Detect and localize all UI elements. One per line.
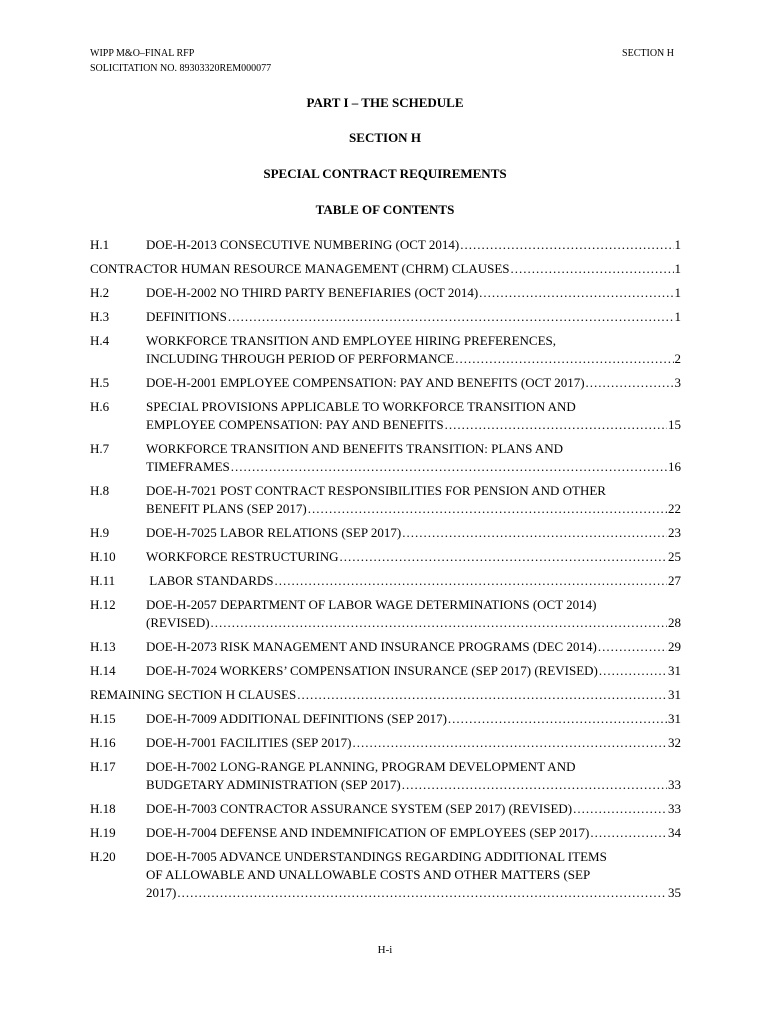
toc-entry-number: H.8 (90, 483, 110, 498)
document-header (90, 46, 271, 76)
toc-entry[interactable] (90, 260, 681, 278)
toc-entry-title: REMAINING SECTION H CLAUSES (90, 687, 297, 702)
toc-entry-title: 2017) (146, 885, 177, 900)
toc-entry[interactable] (90, 596, 681, 632)
toc-entry-page: 33 (668, 801, 681, 816)
toc-entry-page: 33 (668, 777, 681, 792)
toc-entry-number: H.10 (90, 549, 116, 564)
toc-entry-title: DOE-H-7003 CONTRACTOR ASSURANCE SYSTEM (SEP 2017) (REVISED) (146, 801, 573, 816)
toc-entry-title: (REVISED) (146, 615, 210, 630)
toc-entry-number: H.9 (90, 525, 110, 540)
toc-entry-title: DOE-H-7021 POST CONTRACT RESPONSIBILITIES FOR PENSION AND OTHER (146, 483, 606, 498)
toc-entry[interactable] (90, 308, 681, 326)
toc-entry-number: H.16 (90, 735, 116, 750)
toc-entry-title: EMPLOYEE COMPENSATION: PAY AND BENEFITS (146, 417, 444, 432)
toc-entry-title: TIMEFRAMES (146, 459, 230, 474)
toc-entry-page: 2 (674, 351, 681, 366)
toc-entry-page: 1 (674, 285, 681, 300)
toc-entry-page: 15 (668, 417, 681, 432)
dot-leader (402, 524, 667, 542)
toc-entry-title: OF ALLOWABLE AND UNALLOWABLE COSTS AND OTHER MATTERS (SEP (146, 867, 591, 882)
toc-entry[interactable] (90, 800, 681, 818)
toc-entry[interactable] (90, 758, 681, 794)
toc-entry-title: DOE-H-7002 LONG-RANGE PLANNING, PROGRAM DEVELOPMENT AND (146, 759, 576, 774)
toc-entry-title: SPECIAL PROVISIONS APPLICABLE TO WORKFORCE TRANSITION AND (146, 399, 576, 414)
toc-entry-title: DOE-H-2057 DEPARTMENT OF LABOR WAGE DETERMINATIONS (OCT 2014) (146, 597, 597, 612)
toc-entry-title: BUDGETARY ADMINISTRATION (SEP 2017) (146, 777, 401, 792)
toc-entry[interactable] (90, 398, 681, 434)
dot-leader (599, 662, 667, 680)
toc-entry-number: H.20 (90, 849, 116, 864)
dot-leader (598, 638, 667, 656)
header-section-label: SECTION H (622, 48, 674, 59)
toc-entry-page: 35 (668, 885, 681, 900)
toc-entry-title: BENEFIT PLANS (SEP 2017) (146, 501, 307, 516)
toc-entry-number: H.15 (90, 711, 116, 726)
toc-entry[interactable] (90, 572, 681, 590)
toc-entry-number: H.7 (90, 441, 110, 456)
toc-entry-page: 1 (674, 261, 681, 276)
toc-entry-title: DOE-H-7001 FACILITIES (SEP 2017) (146, 735, 352, 750)
toc-entry-title: WORKFORCE TRANSITION AND BENEFITS TRANSITION: PLANS AND (146, 441, 563, 456)
toc-entry[interactable] (90, 638, 681, 656)
dot-leader (573, 800, 667, 818)
dot-leader (340, 548, 668, 566)
dot-leader (460, 236, 673, 254)
dot-leader (228, 308, 674, 326)
toc-entry-title: WORKFORCE RESTRUCTURING (146, 549, 339, 564)
toc-entry-page: 29 (668, 639, 681, 654)
dot-leader (352, 734, 667, 752)
toc-entry-page: 25 (668, 549, 681, 564)
toc-entry-number: H.1 (90, 237, 110, 252)
toc-entry-page: 31 (668, 687, 681, 702)
dot-leader (275, 572, 667, 590)
toc-entry-title: CONTRACTOR HUMAN RESOURCE MANAGEMENT (CHRM) CLAUSES (90, 261, 510, 276)
toc-entry-number: H.19 (90, 825, 116, 840)
toc-entry-number: H.13 (90, 639, 116, 654)
toc-entry-title: DOE-H-2013 CONSECUTIVE NUMBERING (OCT 2014) (146, 237, 460, 252)
toc-entry-title: DOE-H-2001 EMPLOYEE COMPENSATION: PAY AND BENEFITS (OCT 2017) (146, 375, 585, 390)
toc-entry-page: 23 (668, 525, 681, 540)
toc-entry[interactable] (90, 734, 681, 752)
toc-entry[interactable] (90, 686, 681, 704)
dot-leader (211, 614, 667, 632)
toc-entry-title: INCLUDING THROUGH PERIOD OF PERFORMANCE (146, 351, 455, 366)
toc-title: TABLE OF CONTENTS (315, 202, 455, 217)
section-title: SECTION H (349, 130, 421, 145)
toc-entry-page: 16 (668, 459, 681, 474)
toc-entry-page: 31 (668, 711, 681, 726)
toc-entry-number: H.18 (90, 801, 116, 816)
toc-entry-page: 27 (668, 573, 681, 588)
toc-entry-number: H.12 (90, 597, 116, 612)
dot-leader (402, 776, 667, 794)
dot-leader (511, 260, 674, 278)
header-solicitation-number: SOLICITATION NO. 89303320REM000077 (90, 63, 272, 74)
subject-title: SPECIAL CONTRACT REQUIREMENTS (263, 166, 507, 181)
toc-entry-title: DOE-H-2073 RISK MANAGEMENT AND INSURANCE PROGRAMS (DEC 2014) (146, 639, 597, 654)
toc-entry[interactable] (90, 848, 681, 902)
toc-entry-number: H.6 (90, 399, 110, 414)
header-rfp-title: WIPP M&O–FINAL RFP (90, 48, 195, 59)
toc-entry-title: LABOR STANDARDS (146, 573, 274, 588)
toc-entry-title: DOE-H-7004 DEFENSE AND INDEMNIFICATION OF EMPLOYEES (SEP 2017) (146, 825, 590, 840)
page-number: H-i (377, 944, 393, 956)
toc-entry-title: DEFINITIONS (146, 309, 227, 324)
dot-leader (445, 416, 667, 434)
toc-entry-page: 1 (674, 237, 681, 252)
toc-entry[interactable] (90, 284, 681, 302)
toc-entry-title: WORKFORCE TRANSITION AND EMPLOYEE HIRING PREFERENCES, (146, 333, 557, 348)
toc-entry[interactable] (90, 824, 681, 842)
toc-entry-page: 22 (668, 501, 681, 516)
dot-leader (479, 284, 673, 302)
dot-leader (177, 884, 667, 902)
toc-entry-page: 32 (668, 735, 681, 750)
toc-entry[interactable] (90, 710, 681, 728)
toc-entry[interactable] (90, 482, 681, 518)
toc-entry[interactable] (90, 440, 681, 476)
toc-entry-number: H.3 (90, 309, 110, 324)
toc-entry-page: 34 (668, 825, 681, 840)
toc-entry-title: DOE-H-7009 ADDITIONAL DEFINITIONS (SEP 2017) (146, 711, 447, 726)
dot-leader (308, 500, 667, 518)
part-title: PART I – THE SCHEDULE (306, 95, 464, 110)
dot-leader (231, 458, 667, 476)
dot-leader (586, 374, 674, 392)
toc-entry-page: 31 (668, 663, 681, 678)
toc-entry-number: H.14 (90, 663, 116, 678)
toc-entry-number: H.11 (90, 573, 116, 588)
toc-entry[interactable] (90, 332, 681, 368)
toc-entry-title: DOE-H-7025 LABOR RELATIONS (SEP 2017) (146, 525, 402, 540)
toc-entry-title: DOE-H-7005 ADVANCE UNDERSTANDINGS REGARDING ADDITIONAL ITEMS (146, 849, 607, 864)
toc-entry-title: DOE-H-7024 WORKERS’ COMPENSATION INSURANCE (SEP 2017) (REVISED) (146, 663, 598, 678)
toc-entry[interactable] (90, 524, 681, 542)
toc-entry-page: 1 (674, 309, 681, 324)
toc-entry-title: DOE-H-2002 NO THIRD PARTY BENEFIARIES (OCT 2014) (146, 285, 479, 300)
dot-leader (590, 824, 667, 842)
dot-leader (448, 710, 667, 728)
toc-entry-number: H.2 (90, 285, 110, 300)
toc-entry-number: H.5 (90, 375, 110, 390)
dot-leader (455, 350, 673, 368)
toc-entry-page: 3 (674, 375, 681, 390)
toc-entry[interactable] (90, 374, 681, 392)
toc-entry-number: H.17 (90, 759, 116, 774)
toc-entry[interactable] (90, 548, 681, 566)
toc-entry[interactable] (90, 662, 681, 680)
toc-entry-number: H.4 (90, 333, 110, 348)
dot-leader (297, 686, 667, 704)
toc-entry[interactable] (90, 236, 681, 254)
toc-entry-page: 28 (668, 615, 681, 630)
table-of-contents (90, 236, 681, 908)
